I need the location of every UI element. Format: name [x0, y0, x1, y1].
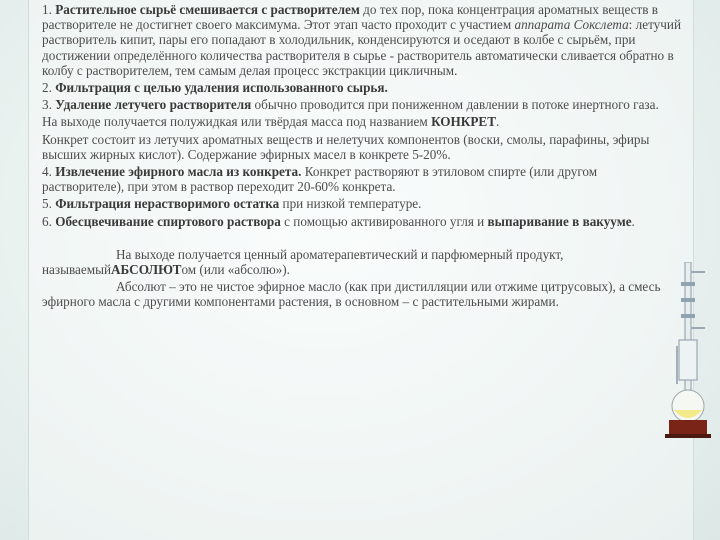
- step-text: Конкрет растворяют в этиловом спирте (или другом растворителе), при этом в раствор переходит 20-60% конкрета.: [42, 164, 598, 195]
- soxhlet-term: аппарата Сокслета: [514, 17, 629, 33]
- absolute-text: На выходе получается ценный ароматерапевтический и парфюмерный продукт, называемый: [42, 246, 564, 278]
- step-number: 3.: [42, 97, 56, 113]
- step-text: : летучий растворитель кипит, пары его попадают в холодильник, конденсируются и оседают в колбе с сырьём, при достижении определённого количества растворителя в сырье - растворитель автоматически сливается обратно в колбу с растворителем, тем самым делая процесс экстракции цикличным.: [42, 17, 681, 78]
- step-title: Удаление летучего растворителя: [55, 97, 252, 113]
- concrete-text: На выходе получается полужидкая или твёрдая масса под названием: [42, 114, 432, 130]
- body-text: [42, 2, 682, 312]
- step-number: 1.: [42, 2, 56, 17]
- step-text: .: [631, 213, 635, 229]
- step-number: 4.: [42, 164, 56, 180]
- step-text: с помощью активированного угля и: [280, 213, 488, 229]
- absolute-term: АБСОЛЮТ: [111, 262, 182, 278]
- paragraph-absolute: [42, 247, 682, 277]
- paragraph-step-5: [42, 196, 682, 211]
- concrete-term: КОНКРЕТ: [431, 114, 497, 130]
- step-title: Извлечение эфирного масла из конкрета.: [55, 164, 302, 180]
- spacer: [42, 231, 682, 239]
- composition-text: Конкрет состоит из летучих ароматных веществ и нелетучих компонентов (воски, смолы, парафины, эфиры высших жирных кислот). Содержание эфирных масел в конкрете 5-20%.: [42, 131, 650, 162]
- soxhlet-apparatus-image: [655, 262, 720, 442]
- step-text: обычно проводится при пониженном давлении в потоке инертного газа.: [251, 97, 659, 113]
- step-number: 5.: [42, 196, 56, 212]
- step-title: Фильтрация нерастворимого остатка: [55, 196, 280, 212]
- paragraph-concrete: [42, 114, 682, 129]
- spacer: [42, 239, 682, 247]
- step-number: 6.: [42, 213, 56, 229]
- paragraph-step-2: [42, 80, 682, 95]
- paragraph-step-1: [42, 2, 682, 78]
- definition-text: Абсолют – это не чистое эфирное масло (как при дистилляции или отжиме цитрусовых), а смесь эфирного масла с другими компонентами растения, в основном – с растительными жирами.: [42, 279, 661, 310]
- paragraph-step-6: [42, 214, 682, 229]
- paragraph-concrete-composition: [42, 132, 682, 162]
- paragraph-absolute-definition: [42, 279, 682, 309]
- paragraph-step-4: [42, 164, 682, 194]
- step-title: Фильтрация с целью удаления использованного сырья.: [55, 80, 388, 96]
- absolute-text: ом (или «абсолю»).: [181, 262, 290, 278]
- step-text: при низкой температуре.: [279, 196, 422, 212]
- step-text: до тех пор, пока концентрация ароматных веществ в растворителе не достигнет своего максимума. Этот этап часто проходит с участием: [42, 2, 658, 33]
- paragraph-step-3: [42, 97, 682, 112]
- step-title: Обесцвечивание спиртового раствора: [55, 213, 281, 229]
- step-number: 2.: [42, 80, 56, 96]
- step-title: Растительное сырьё смешивается с растворителем: [55, 2, 360, 17]
- step-title: выпаривание в вакууме: [487, 213, 632, 229]
- concrete-text: .: [496, 114, 500, 130]
